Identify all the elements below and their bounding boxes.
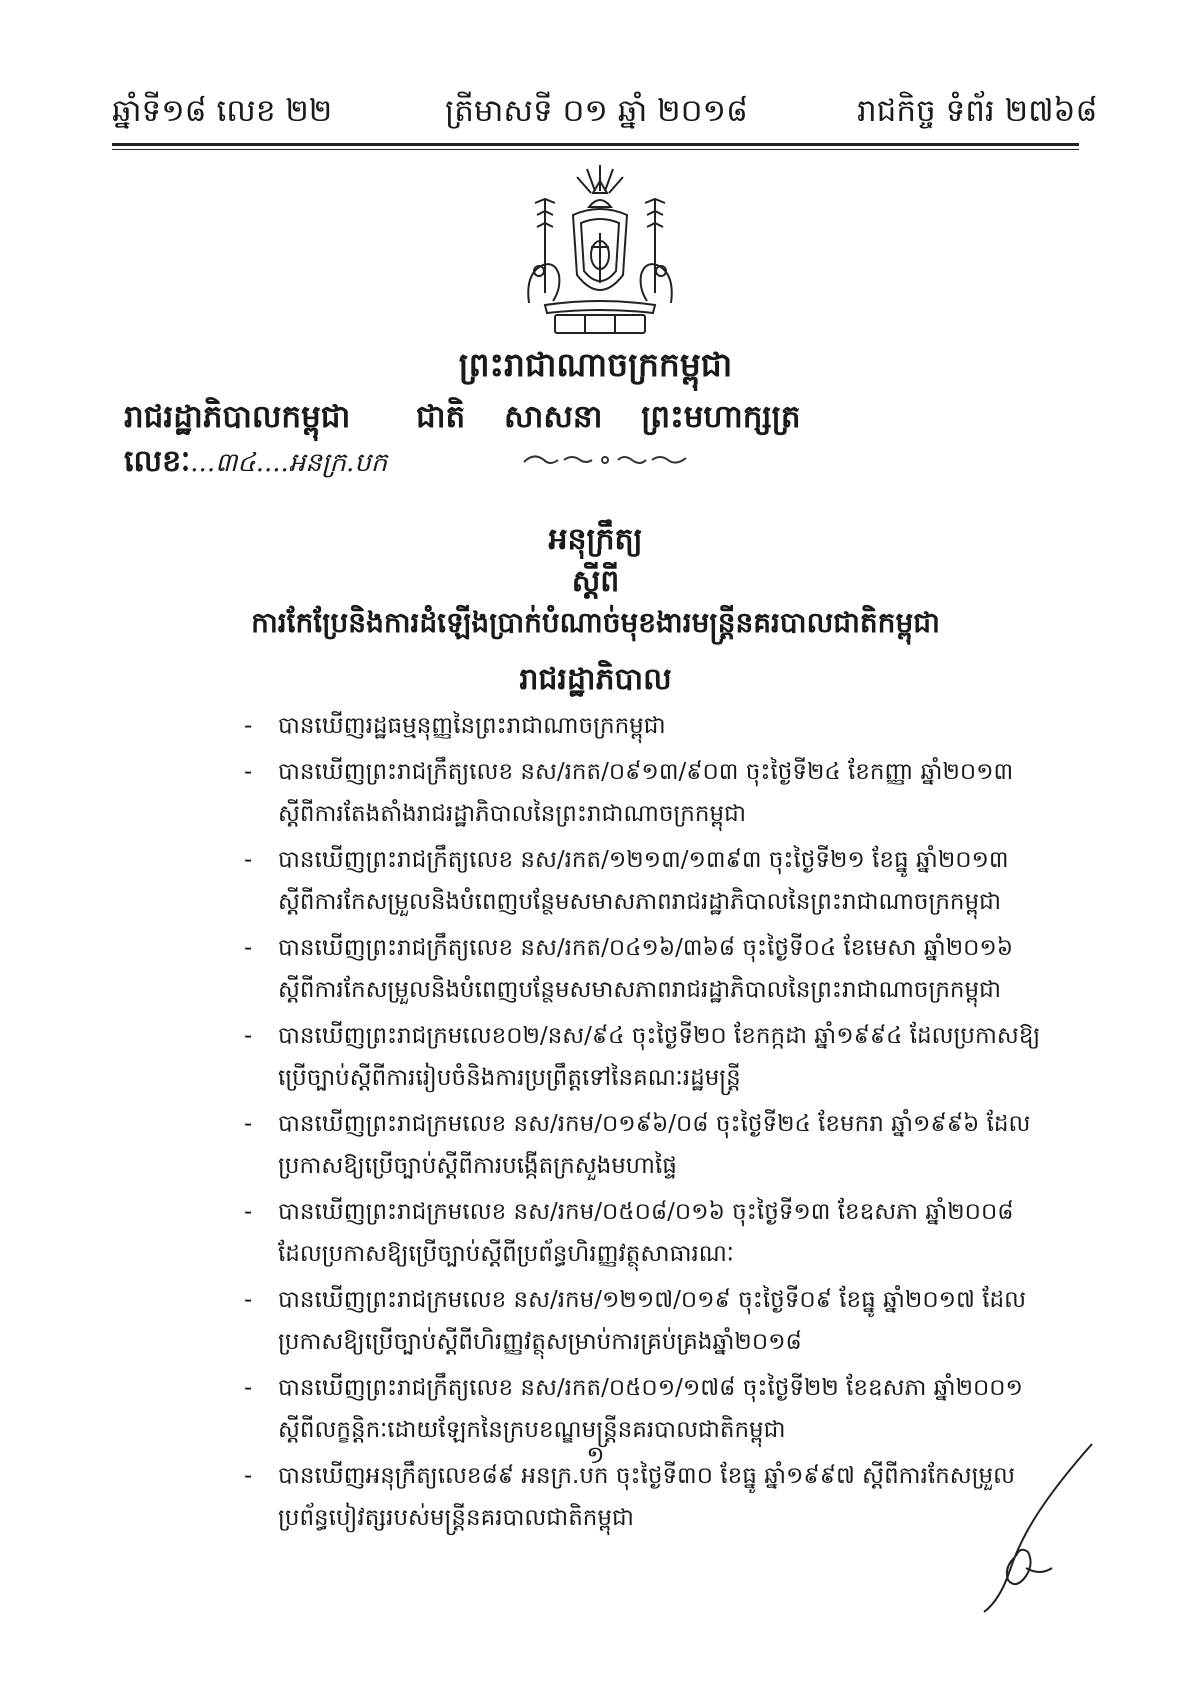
considerations-list bbox=[244, 705, 1044, 1543]
document-subject: ការកែប្រែនិងការដំឡើងប្រាក់បំណាច់មុខងារមន្ត្រីនគរបាលជាតិកម្ពុជា bbox=[251, 606, 940, 639]
list-item: - បានឃើញព្រះរាជក្រមលេខ០២/នស/៩៤ ចុះថ្ងៃទី២០ ខែកក្កដា ឆ្នាំ១៩៩៤ ដែលប្រកាសឱ្យប្រើច្បាប់ស្តីពីការរៀបចំនិងការប្រព្រឹត្តទៅនៃគណៈរដ្ឋមន្ត្រី bbox=[244, 1023, 1041, 1091]
royal-coat-of-arms-icon bbox=[515, 163, 685, 339]
list-item: - បានឃើញរដ្ឋធម្មនុញ្ញនៃព្រះរាជាណាចក្រកម្ពុជា bbox=[244, 713, 666, 739]
list-item: - បានឃើញព្រះរាជក្រឹត្យលេខ នស/រកត/០៤១៦/៣៦៨ ចុះថ្ងៃទី០៤ ខែមេសា ឆ្នាំ២០១៦ ស្តីពីការកែសម្រួលនិងបំពេញបន្ថែមសមាសភាពរាជរដ្ឋាភិបាលនៃព្រះរាជាណាចក្រកម្ពុជា bbox=[244, 935, 1014, 1003]
header-rule-thin bbox=[112, 149, 1079, 150]
motto-nation: ជាតិ bbox=[416, 399, 466, 435]
document-issuer: រាជរដ្ឋាភិបាល bbox=[519, 662, 672, 697]
list-item: - បានឃើញព្រះរាជក្រមលេខ នស/រកម/០១៩៦/០៨ ចុះថ្ងៃទី២៤ ខែមករា ឆ្នាំ១៩៩៦ ដែលប្រកាសឱ្យប្រើច្បាប់ស្តីពីការបង្កើតក្រសួងមហាផ្ទៃ bbox=[244, 1111, 1031, 1179]
kingdom-title: ព្រះរាជាណាចក្រកម្ពុជា bbox=[458, 345, 733, 384]
page-number: ១ bbox=[586, 1441, 605, 1469]
document-about: ស្តីពី bbox=[571, 564, 620, 599]
list-item: - បានឃើញព្រះរាជក្រឹត្យលេខ នស/រកត/០៥០១/១៧៨ ចុះថ្ងៃទី២២ ខែឧសភា ឆ្នាំ២០០១ ស្តីពីលក្ខន្តិកៈដោយឡែកនៃក្របខណ្ឌមន្ត្រីនគរបាលជាតិកម្ពុជា bbox=[244, 1375, 1023, 1443]
reference-label: លេខៈ bbox=[124, 444, 191, 479]
list-item: - បានឃើញព្រះរាជក្រមលេខ នស/រកម/០៥០៨/០១៦ ចុះថ្ងៃទី១៣ ខែឧសភា ឆ្នាំ២០០៨ ដែលប្រកាសឱ្យប្រើច្បាប់ស្តីពីប្រព័ន្ធហិរញ្ញវត្ថុសាធារណៈ bbox=[244, 1199, 1014, 1267]
reference-number bbox=[124, 442, 387, 486]
gazette-page: រាជកិច្ច ទំព័រ ២៧៦៨ bbox=[857, 93, 1098, 129]
list-item: - បានឃើញព្រះរាជក្រឹត្យលេខ នស/រកត/០៩១៣/៩០៣ ចុះថ្ងៃទី២៤ ខែកញ្ញា ឆ្នាំ២០១៣ ស្តីពីការតែងតាំងរាជរដ្ឋាភិបាលនៃព្រះរាជាណាចក្រកម្ពុជា bbox=[244, 759, 1014, 827]
gazette-quarter: ត្រីមាសទី ០១ ឆ្នាំ ២០១៨ bbox=[445, 93, 748, 129]
motto-king: ព្រះមហាក្សត្រ bbox=[641, 399, 801, 435]
government-name: រាជរដ្ឋាភិបាលកម្ពុជា bbox=[124, 399, 351, 435]
list-item: - បានឃើញព្រះរាជក្រមលេខ នស/រកម/១២១៧/០១៩ ចុះថ្ងៃទី០៩ ខែធ្នូ ឆ្នាំ២០១៧ ដែលប្រកាសឱ្យប្រើច្បាប់ស្តីពីហិរញ្ញវត្ថុសម្រាប់ការគ្រប់គ្រងឆ្នាំ២០១៨ bbox=[244, 1287, 1027, 1355]
document-type: អនុក្រឹត្យ bbox=[548, 522, 643, 557]
header-rule bbox=[112, 143, 1079, 146]
list-item: - បានឃើញអនុក្រឹត្យលេខ៨៩ អនក្រ.បក ចុះថ្ងៃទី៣០ ខែធ្នូ ឆ្នាំ១៩៩៧ ស្តីពីការកែសម្រួលប្រព័ន្ធបៀវត្សរបស់មន្ត្រីនគរបាលជាតិកម្ពុជា bbox=[244, 1463, 1016, 1531]
list-item: - បានឃើញព្រះរាជក្រឹត្យលេខ នស/រកត/១២១៣/១៣៩៣ ចុះថ្ងៃទី២១ ខែធ្នូ ឆ្នាំ២០១៣ ស្តីពីការកែសម្រួលនិងបំពេញបន្ថែមសមាសភាពរាជរដ្ឋាភិបាលនៃព្រះរាជាណាចក្រកម្ពុជា bbox=[244, 847, 1009, 915]
national-motto bbox=[416, 398, 829, 443]
motto-religion: សាសនា bbox=[504, 399, 603, 435]
scroll-ornament-icon bbox=[520, 448, 690, 472]
reference-handwritten: ...៣៤....អនក្រ.បក bbox=[190, 448, 388, 478]
handwritten-signature-icon bbox=[980, 1440, 1100, 1615]
gazette-year-issue: ឆ្នាំទី១៨ លេខ ២២ bbox=[112, 93, 333, 129]
